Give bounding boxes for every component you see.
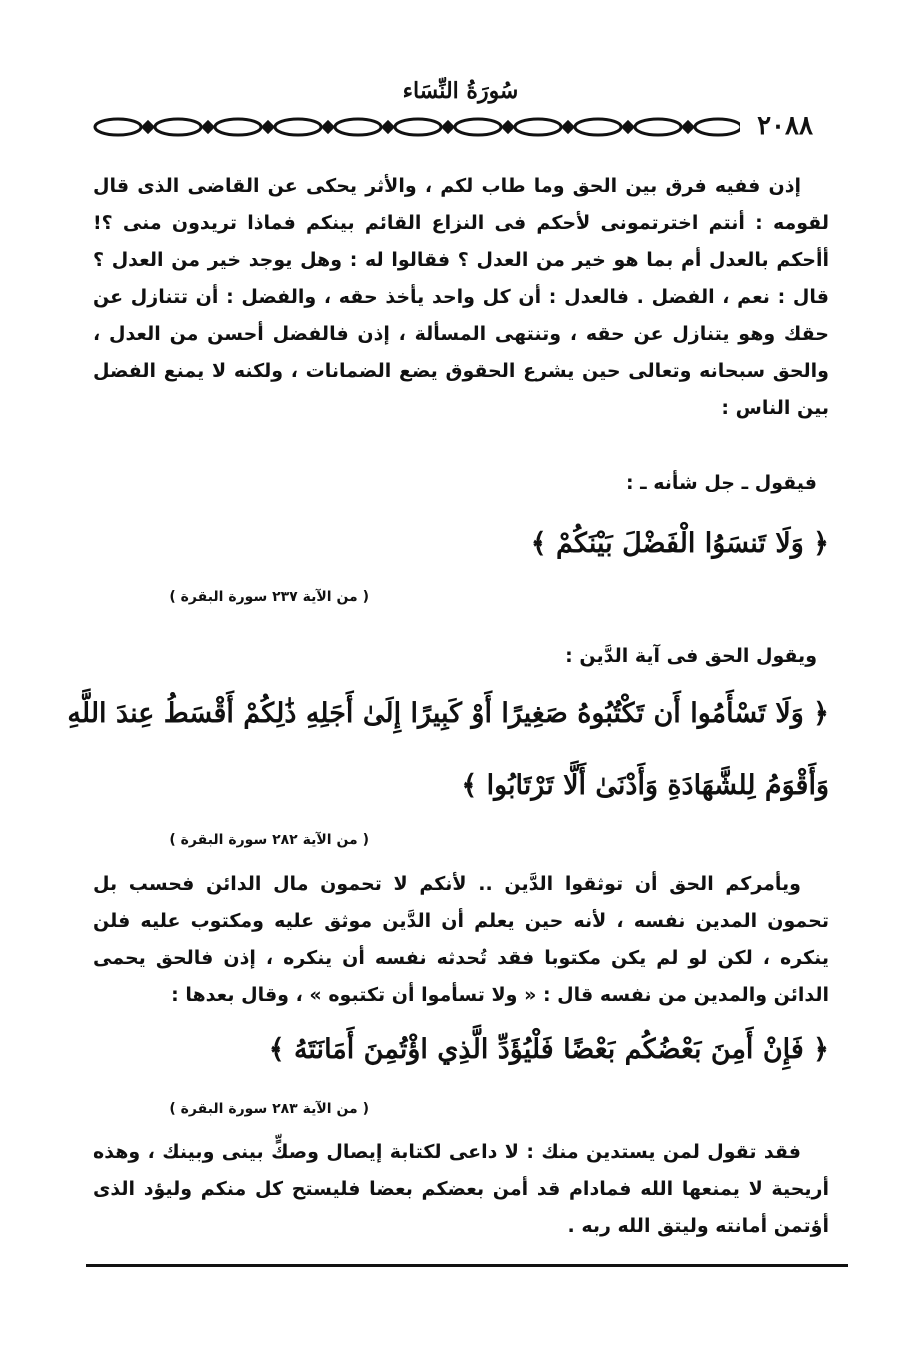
chain-diamond (623, 122, 633, 132)
paragraph-2-text: ويأمركم الحق أن توثقوا الدَّين .. لأنكم لا تحمون مال الدائن فحسب بل تحمون المدين نفسه ، لأنه حين يعلم أن الدَّين موثق عليه ومكتوب عليه فلن ينكره ، لكن لو لم يكن مكتوبا فقد تُحدثه نفسه أن ينكره ، إذن فالحق يحمى الدائن والمدين من نفسه قال : « ولا تسأموا أن تكتبوه » ، وقال بعدها : (93, 873, 829, 1006)
chain-diamond (263, 122, 273, 132)
chain-diamond (563, 122, 573, 132)
paragraph-3 (93, 1134, 829, 1245)
verse-intro-1: فيقول ـ جل شأنه ـ : (625, 472, 817, 494)
paragraph-1-text: إذن ففيه فرق بين الحق وما طاب لكم ، والأثر يحكى عن القاضى الذى قال لقومه : أنتم اخترتمونى لأحكم فى النزاع القائم بينكم فماذا تريدون منى ؟! أأحكم بالعدل أم بما هو خير من العدل ؟ فقالوا له : وهل يوجد خير من العدل ؟ قال : نعم ، الفضل . فالعدل : أن كل واحد يأخذ حقه ، والفضل : أن تتنازل عن حقك وهو يتنازل عن حقه ، وتنتهى المسألة ، إذن فالفضل أحسن من العدل ، والحق سبحانه وتعالى حين يشرع الحقوق يضع الضمانات ، ولكنه لا يمنع الفضل بين الناس : (93, 175, 829, 419)
quran-verse-1: ﴿ وَلَا تَنسَوُا الْفَضْلَ بَيْنَكُمْ ﴾ (530, 528, 829, 559)
verse-reference-2: ( من الآية ٢٨٢ سورة البقرة ) (169, 832, 369, 848)
verse-intro-2: ويقول الحق فى آية الدَّين : (565, 645, 817, 667)
verse-reference-3: ( من الآية ٢٨٣ سورة البقرة ) (169, 1101, 369, 1117)
chain-link-oval (335, 119, 381, 135)
quran-verse-2-line-2: وَأَقْوَمُ لِلشَّهَادَةِ وَأَدْنَىٰ أَلَّا تَرْتَابُوا ﴾ (461, 770, 829, 801)
chain-diamond (143, 122, 153, 132)
quran-verse-2-line-1: ﴿ وَلَا تَسْأَمُوا أَن تَكْتُبُوهُ صَغِيرًا أَوْ كَبِيرًا إِلَىٰ أَجَلِهِ ذَٰلِكُمْ أَقْسَطُ عِندَ اللَّهِ (67, 698, 829, 729)
bottom-rule (86, 1264, 848, 1267)
chain-link-oval (515, 119, 561, 135)
chain-diamond (683, 122, 693, 132)
surah-title: سُورَةُ النِّسَاء (402, 78, 519, 104)
chain-diamond (203, 122, 213, 132)
chain-link-oval (455, 119, 501, 135)
paragraph-2 (93, 866, 829, 1014)
chain-diamond (323, 122, 333, 132)
chain-link-oval (95, 119, 141, 135)
verse-reference-1: ( من الآية ٢٣٧ سورة البقرة ) (169, 589, 369, 605)
chain-link-oval (575, 119, 621, 135)
page-number: ٢٠٨٨ (740, 110, 830, 142)
chain-ornament-band (88, 112, 848, 142)
quran-verse-3: ﴿ فَإِنْ أَمِنَ بَعْضُكُم بَعْضًا فَلْيُؤَدِّ الَّذِي اؤْتُمِنَ أَمَانَتَهُ ﴾ (268, 1034, 829, 1065)
chain-link-oval (275, 119, 321, 135)
chain-link-oval (215, 119, 261, 135)
chain-link-oval (395, 119, 441, 135)
paragraph-3-text: فقد تقول لمن يستدين منك : لا داعى لكتابة إيصال وصكٍّ بينى وبينك ، وهذه أريحية لا يمنعها الله فمادام قد أمن بعضكم بعضا فليستح كل منكم وليؤد الذى أؤتمن أمانته وليتق الله ربه . (93, 1141, 829, 1237)
paragraph-1 (93, 168, 829, 427)
chain-link-oval (155, 119, 201, 135)
chain-link-oval (635, 119, 681, 135)
chain-diamond (443, 122, 453, 132)
chain-diamond (503, 122, 513, 132)
chain-link-oval (695, 119, 741, 135)
chain-diamond (383, 122, 393, 132)
